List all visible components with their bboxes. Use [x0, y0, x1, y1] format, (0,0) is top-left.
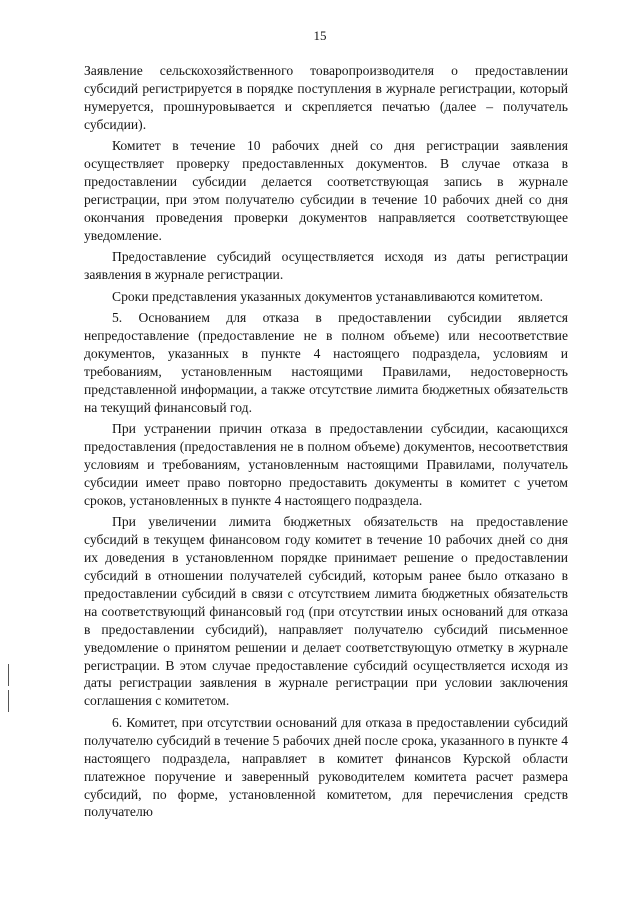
paragraph-subsidy-order: Предоставление субсидий осуществляется исходя из даты регистрации заявления в журнале регистрации. [84, 249, 568, 283]
paragraph-limit-increase: При увеличении лимита бюджетных обязательств на предоставление субсидий в текущем финансовом году комитет в течение 10 рабочих дней со дня их доведения в установленном порядке принимает решение о предоставлении субсидий в отношении получателей субсидий, которым ранее было отказано в предоставлении субсидий в связи с отсутствием лимита бюджетных обязательств на соответствующий финансовый год (при отсутствии иных оснований для отказа в предоставлении субсидий), направляет получателю субсидий письменное уведомление о принятом решении и делает соответствующую отметку в журнале регистрации. В этом случае предоставление субсидий осуществляется исходя из даты регистрации заявления в журнале регистрации при условии заключения соглашения с комитетом. [84, 514, 568, 709]
paragraph-item-5-refusal-grounds: 5. Основанием для отказа в предоставлении субсидии является непредоставление (предоставление не в полном объеме) или несоответствие документов, указанных в пункте 4 настоящего подраздела, условиям и требованиям, установленным настоящими Правилами, недостоверность представленной информации, а также отсутствие лимита бюджетных обязательств на текущий финансовый год. [84, 310, 568, 415]
document-body [84, 62, 568, 825]
paragraph-committee-check: Комитет в течение 10 рабочих дней со дня регистрации заявления осуществляет проверку предоставленных документов. В случае отказа в предоставлении субсидии делается соответствующая запись в журнале регистрации, при этом получателю субсидии в течение 10 рабочих дней со дня окончания проведения проверки документов направляется соответствующее уведомление. [84, 138, 568, 243]
page-number: 15 [313, 28, 327, 43]
paragraph-resubmission: При устранении причин отказа в предоставлении субсидии, касающихся предоставления (предоставления не в полном объеме) документов, несоответствия условиям и требованиям, установленным настоящими Правилами, получатель субсидии имеет право повторно предоставить документы в комитет с учетом сроков, установленных в пункте 4 настоящего подраздела. [84, 421, 568, 508]
paragraph-item-6-payment: 6. Комитет, при отсутствии оснований для отказа в предоставлении субсидий получателю субсидий в течение 5 рабочих дней после срока, указанного в пункте 4 настоящего подраздела, направляет в комитет финансов Курской области платежное поручение и заверенный руководителем комитета расчет размера субсидий, по форме, установленной комитетом, для перечисления средств получателю [84, 714, 568, 820]
margin-line-mark [8, 664, 9, 686]
paragraph-deadlines: Сроки представления указанных документов устанавливаются комитетом. [112, 288, 543, 304]
margin-line-mark [8, 690, 9, 712]
paragraph-application-registration: Заявление сельскохозяйственного товаропроизводителя о предоставлении субсидий регистрируется в порядке поступления в журнале регистрации, который нумеруется, прошнуровывается и скрепляется печатью (далее – получатель субсидии). [84, 63, 568, 132]
